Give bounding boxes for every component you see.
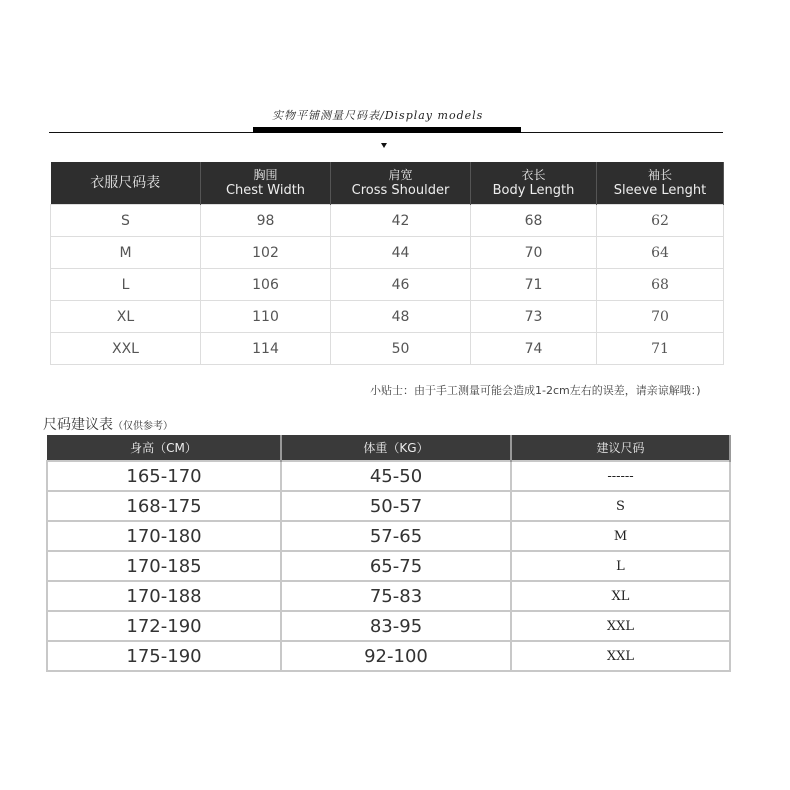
- table-row: [51, 205, 724, 237]
- weight-cell: 65-75: [281, 551, 511, 581]
- table-row: [47, 551, 730, 581]
- shoulder-cell: 50: [331, 333, 471, 365]
- table-row: [47, 491, 730, 521]
- table-row: [51, 301, 724, 333]
- down-triangle-icon: [381, 143, 387, 148]
- table-row: [47, 641, 730, 671]
- suggested-size-cell: XXL: [511, 641, 730, 671]
- size-cell: XXL: [51, 333, 201, 365]
- sleeve-cell: 71: [597, 333, 724, 365]
- suggested-size-cell: XL: [511, 581, 730, 611]
- suggested-size-cell: L: [511, 551, 730, 581]
- suggested-size-cell: XXL: [511, 611, 730, 641]
- sleeve-cell: 68: [597, 269, 724, 301]
- header-cross-shoulder: 肩宽 Cross Shoulder: [331, 162, 471, 205]
- weight-cell: 45-50: [281, 461, 511, 491]
- recommendation-title: [43, 414, 173, 434]
- size-recommendation-table: [46, 435, 731, 672]
- suggested-size-cell: ------: [511, 461, 730, 491]
- chest-cell: 114: [201, 333, 331, 365]
- table-row: [51, 333, 724, 365]
- shoulder-cell: 48: [331, 301, 471, 333]
- table-row: [47, 521, 730, 551]
- weight-cell: 92-100: [281, 641, 511, 671]
- height-cell: 165-170: [47, 461, 281, 491]
- header-weight: 体重（KG）: [281, 435, 511, 461]
- weight-cell: 75-83: [281, 581, 511, 611]
- height-cell: 175-190: [47, 641, 281, 671]
- size-cell: S: [51, 205, 201, 237]
- recommendation-title-main: 尺码建议表: [43, 417, 113, 433]
- header-height: 身高（CM）: [47, 435, 281, 461]
- suggested-size-cell: M: [511, 521, 730, 551]
- measurement-table: [50, 162, 724, 365]
- shoulder-cell: 46: [331, 269, 471, 301]
- header-body-length: 衣长 Body Length: [471, 162, 597, 205]
- header-sleeve-length: 袖长 Sleeve Lenght: [597, 162, 724, 205]
- chest-cell: 102: [201, 237, 331, 269]
- title-underline-bar: [253, 127, 521, 133]
- page-title: 实物平铺测量尺码表/Display models: [272, 109, 484, 122]
- weight-cell: 50-57: [281, 491, 511, 521]
- table-row: [47, 461, 730, 491]
- table-row: [47, 581, 730, 611]
- shoulder-cell: 44: [331, 237, 471, 269]
- size-cell: XL: [51, 301, 201, 333]
- body-length-cell: 70: [471, 237, 597, 269]
- height-cell: 170-180: [47, 521, 281, 551]
- sleeve-cell: 62: [597, 205, 724, 237]
- body-length-cell: 73: [471, 301, 597, 333]
- measurement-tip: 小贴士：由于手工测量可能会造成1-2cm左右的误差，请亲谅解哦：): [370, 384, 701, 397]
- body-length-cell: 68: [471, 205, 597, 237]
- table-row: [51, 269, 724, 301]
- height-cell: 170-188: [47, 581, 281, 611]
- sleeve-cell: 70: [597, 301, 724, 333]
- chest-cell: 98: [201, 205, 331, 237]
- recommendation-header-row: [47, 435, 730, 461]
- table-row: [51, 237, 724, 269]
- size-cell: M: [51, 237, 201, 269]
- header-suggested-size: 建议尺码: [511, 435, 730, 461]
- header-chest-width: 胸围 Chest Width: [201, 162, 331, 205]
- weight-cell: 83-95: [281, 611, 511, 641]
- height-cell: 170-185: [47, 551, 281, 581]
- suggested-size-cell: S: [511, 491, 730, 521]
- chest-cell: 106: [201, 269, 331, 301]
- chest-cell: 110: [201, 301, 331, 333]
- body-length-cell: 74: [471, 333, 597, 365]
- sleeve-cell: 64: [597, 237, 724, 269]
- measurement-header-row: [51, 162, 724, 205]
- table-row: [47, 611, 730, 641]
- shoulder-cell: 42: [331, 205, 471, 237]
- body-length-cell: 71: [471, 269, 597, 301]
- recommendation-title-note: （仅供参考）: [113, 421, 173, 432]
- height-cell: 168-175: [47, 491, 281, 521]
- size-cell: L: [51, 269, 201, 301]
- header-size-chart: 衣服尺码表: [51, 162, 201, 205]
- height-cell: 172-190: [47, 611, 281, 641]
- weight-cell: 57-65: [281, 521, 511, 551]
